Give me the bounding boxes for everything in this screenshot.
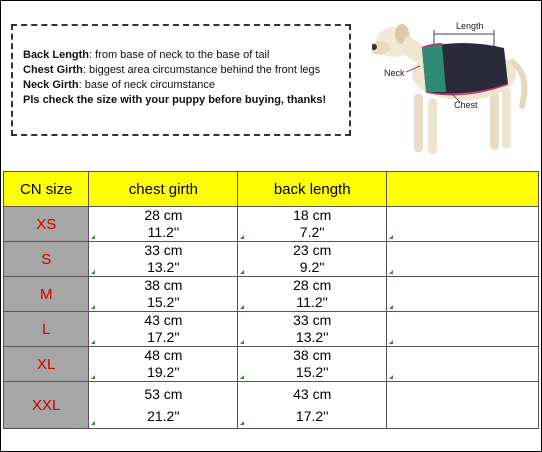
- table-row: [4, 382, 539, 429]
- size-chart-table: [3, 171, 539, 429]
- chest-cell: 43 cm 17.2'': [89, 312, 238, 347]
- size-cell: M: [4, 277, 89, 312]
- table-row: [4, 207, 539, 242]
- empty-cell: [387, 277, 539, 312]
- chest-cell: 28 cm 11.2'': [89, 207, 238, 242]
- note-chest-girth: Chest Girth: biggest area circumstance behind the front legs: [23, 64, 321, 76]
- chest-cell: 48 cm 19.2'': [89, 347, 238, 382]
- table-row: [4, 242, 539, 277]
- empty-cell: [387, 347, 539, 382]
- size-cell: XS: [4, 207, 89, 242]
- header-cn-size: CN size: [4, 172, 89, 207]
- chest-cell: 38 cm 15.2'': [89, 277, 238, 312]
- table-row: [4, 347, 539, 382]
- empty-cell: [387, 207, 539, 242]
- note-back-length: Back Length: from base of neck to the base of tail: [23, 49, 270, 61]
- size-cell: XXL: [4, 382, 89, 429]
- dog-measurement-diagram: [372, 14, 534, 162]
- table-row: [4, 312, 539, 347]
- chest-cell: 53 cm 21.2'': [89, 382, 238, 429]
- note-neck-girth: Neck Girth: base of neck circumstance: [23, 79, 215, 91]
- empty-cell: [387, 242, 539, 277]
- back-cell: 38 cm 15.2'': [238, 347, 387, 382]
- back-cell: 18 cm 7.2'': [238, 207, 387, 242]
- table-header-row: [4, 172, 539, 207]
- header-chest-girth: chest girth: [89, 172, 238, 207]
- size-cell: XL: [4, 347, 89, 382]
- back-cell: 43 cm 17.2'': [238, 382, 387, 429]
- header-back-length: back length: [238, 172, 387, 207]
- chest-cell: 33 cm 13.2'': [89, 242, 238, 277]
- size-cell: L: [4, 312, 89, 347]
- table-row: [4, 277, 539, 312]
- back-cell: 33 cm 13.2'': [238, 312, 387, 347]
- size-cell: S: [4, 242, 89, 277]
- neck-label: Neck: [384, 68, 405, 78]
- length-label: Length: [456, 21, 484, 31]
- empty-cell: [387, 382, 539, 429]
- back-cell: 28 cm 11.2'': [238, 277, 387, 312]
- header-empty: [387, 172, 539, 207]
- note-check-size: Pls check the size with your puppy before buying, thanks!: [23, 94, 327, 106]
- empty-cell: [387, 312, 539, 347]
- back-cell: 23 cm 9.2'': [238, 242, 387, 277]
- chest-label: Chest: [454, 100, 478, 110]
- measurement-notes: [11, 24, 351, 136]
